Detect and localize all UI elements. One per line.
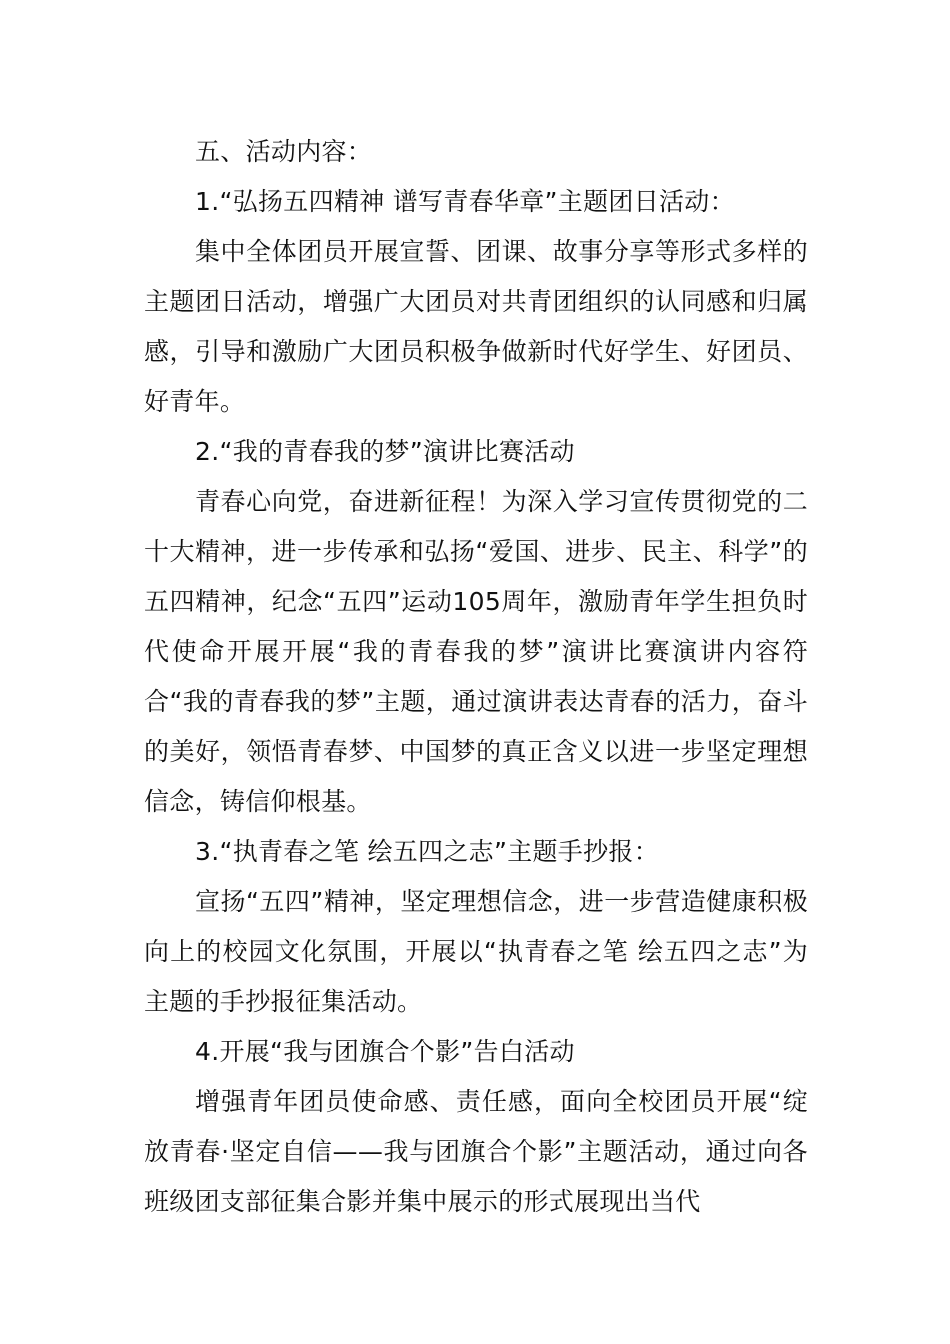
item-4-body: 增强青年团员使命感、责任感，面向全校团员开展“绽放青春·坚定自信——我与团旗合个影”主题活动，通过向各班级团支部征集合影并集中展示的形式展现出当代 bbox=[144, 1087, 808, 1216]
section-heading: 五、活动内容： bbox=[195, 137, 373, 166]
item-2-body: 青春心向党，奋进新征程！为深入学习宣传贯彻党的二十大精神，进一步传承和弘扬“爱国、进步、民主、科学”的五四精神，纪念“五四”运动105周年，激励青年学生担负时代使命开展开展“我的青春我的梦”演讲比赛演讲内容符合“我的青春我的梦”主题，通过演讲表达青春的活力，奋斗的美好，领悟青春梦、中国梦的真正含义以进一步坚定理想信念，铸信仰根基。 bbox=[144, 487, 808, 816]
item-2-heading: 2.“我的青春我的梦”演讲比赛活动 bbox=[195, 437, 575, 466]
item-1-heading: 1.“弘扬五四精神 谱写青春华章”主题团日活动： bbox=[195, 187, 735, 216]
item-1-body: 集中全体团员开展宣誓、团课、故事分享等形式多样的主题团日活动，增强广大团员对共青团组织的认同感和归属感，引导和激励广大团员积极争做新时代好学生、好团员、好青年。 bbox=[144, 237, 808, 416]
item-3-heading: 3.“执青春之笔 绘五四之志”主题手抄报： bbox=[195, 837, 660, 866]
document-page bbox=[144, 127, 808, 1227]
item-4-heading: 4.开展“我与团旗合个影”告白活动 bbox=[195, 1037, 575, 1066]
item-3-body: 宣扬“五四”精神，坚定理想信念，进一步营造健康积极向上的校园文化氛围，开展以“执青春之笔 绘五四之志”为主题的手抄报征集活动。 bbox=[144, 887, 808, 1016]
